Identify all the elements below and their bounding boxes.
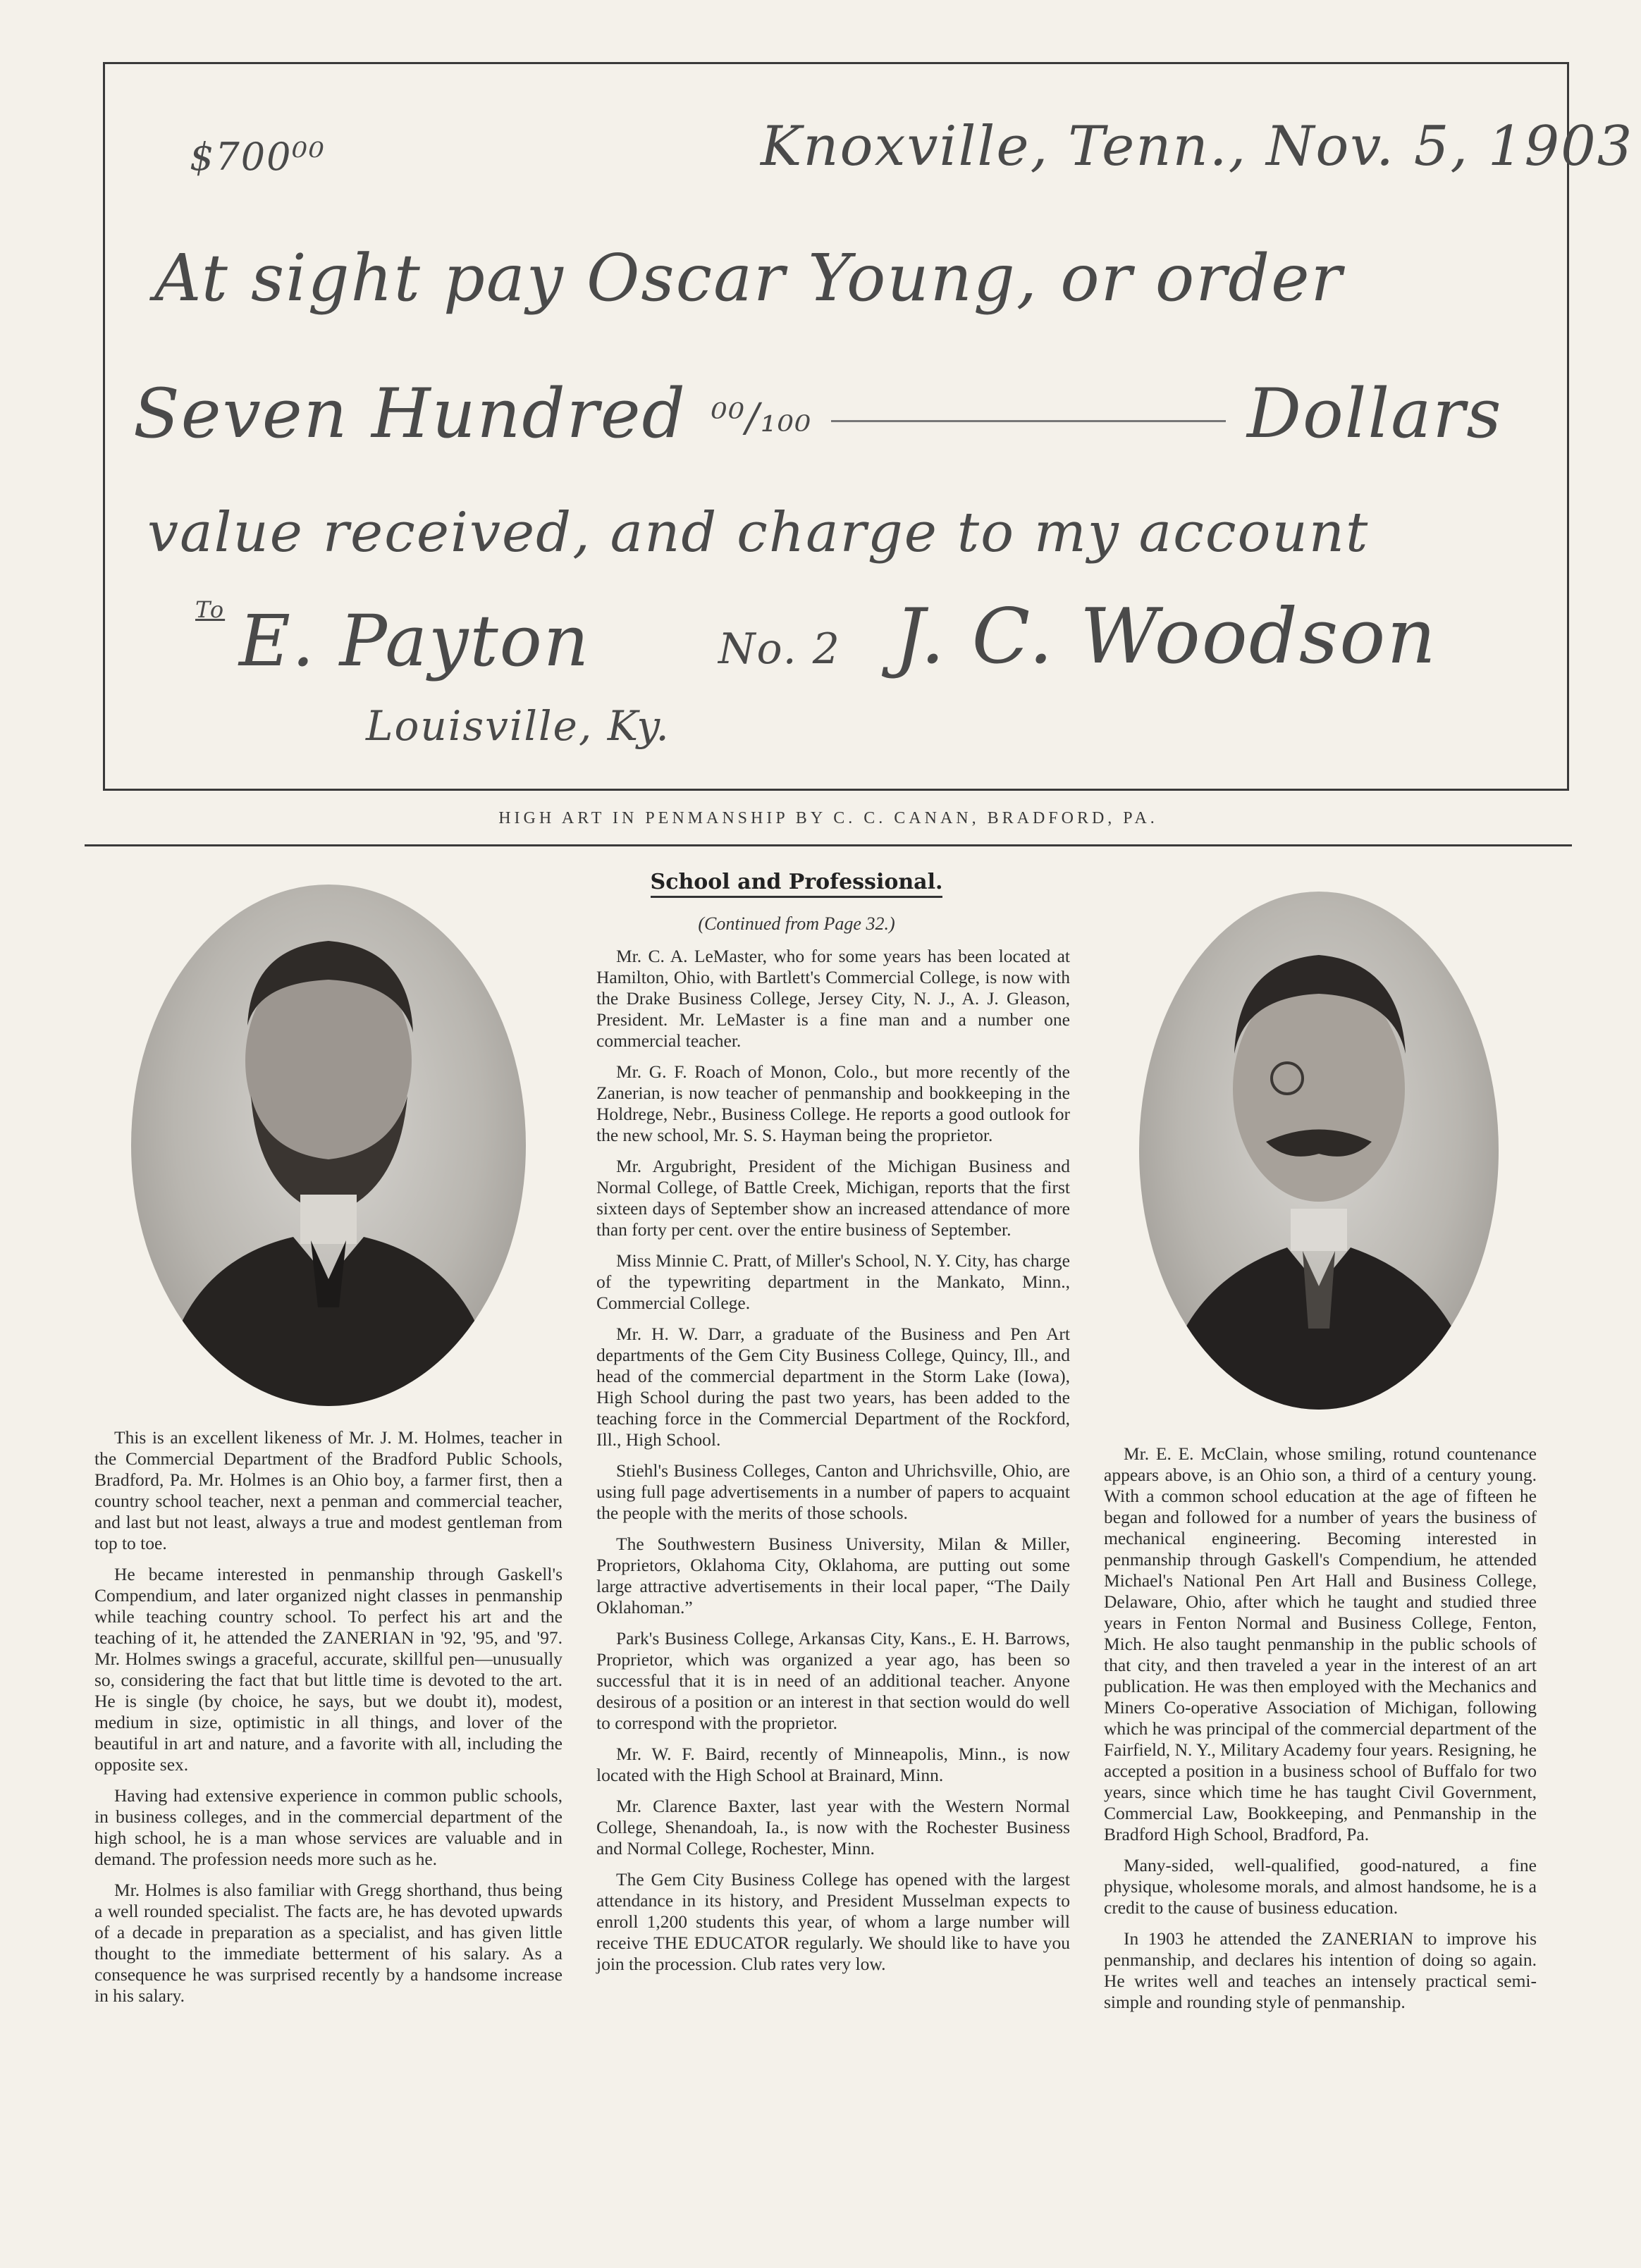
center-paragraph: The Southwestern Business University, Milan & Miller, Proprietors, Oklahoma City, Oklahoma, are putting out some large attractive advertisements in their local paper, “The Daily Oklahoman.” <box>596 1534 1070 1617</box>
penmanship-caption: HIGH ART IN PENMANSHIP BY C. C. CANAN, BRADFORD, PA. <box>498 809 1158 827</box>
draft-line-2-fraction: ⁰⁰/₁₀₀ <box>711 395 813 441</box>
draft-payee: E. Payton <box>239 600 591 682</box>
center-paragraph: Mr. G. F. Roach of Monon, Colo., but more recently of the Zanerian, is now teacher of penmanship and bookkeeping in the Holdrege, Nebr., Business College. He reports a good outlook for the new school, Mr. S. S. Hayman being the proprietor. <box>596 1061 1070 1145</box>
draft-to-label: To <box>195 596 226 623</box>
center-paragraph: Mr. Argubright, President of the Michigan Business and Normal College, of Battle Creek, Michigan, reports that the first sixteen days of September show an increased attendance of more than forty per cent. over the entire business of September. <box>596 1156 1070 1240</box>
draft-line-1: At sight pay Oscar Young, or order <box>154 240 1344 316</box>
center-paragraph: Stiehl's Business Colleges, Canton and Uhrichsville, Ohio, are using full page advertisements in a number of papers to acquaint the people with the merits of those schools. <box>596 1460 1070 1523</box>
center-paragraph: The Gem City Business College has opened with the largest attendance in its history, and President Musselman expects to enroll 1,200 students this year, of whom a large number will receive THE EDUCATOR regularly. We should like to have you join the procession. Club rates very low. <box>596 1869 1070 1974</box>
right-paragraph: Mr. E. E. McClain, whose smiling, rotund countenance appears above, is an Ohio son, a third of a century young. With a common school education at the age of fifteen he began and followed for a number of years the business of mechanical engineering. Becoming interested in penmanship through Gaskell's Compendium, he attended Michael's National Pen Art Hall and Business College, Delaware, Ohio, after which he taught and studied three years in Fenton Normal and Business College, Fenton, Mich. He also taught penmanship in the public schools of that city, and then traveled a year in the interest of an art publication. He was then employed with the Mechanics and Miners Co-operative Association of Michigan, following which he was principal of the commercial department of the Fairfield, N. Y., Military Academy four years. Resigning, he accepted a position in a business school of Buffalo for two years, since which time he has taught Civil Government, Commercial Law, Bookkeeping, and Penmanship in the Bradford High School, Bradford, Pa. <box>1104 1443 1537 1844</box>
center-paragraph: Mr. H. W. Darr, a graduate of the Business and Pen Art departments of the Gem City Business College, Quincy, Ill., and head of the commercial department in the Storm Lake (Iowa), High School during the past two years, has been added to the teaching force in the Commercial Department of the Rockford, Ill., High School. <box>596 1324 1070 1450</box>
draft-line-2-words: Seven Hundred <box>133 374 687 453</box>
left-paragraph: Mr. Holmes is also familiar with Gregg shorthand, thus being a well rounded specialist. The facts are, he has devoted upwards of a decade in preparation as a specialist, and has given little thought to the immediate betterment of his salary. As a consequence he was surprised recently by a handsome increase in his salary. <box>94 1880 563 2006</box>
portrait-holmes-illustration <box>131 885 526 1406</box>
center-paragraph: Park's Business College, Arkansas City, Kans., E. H. Barrows, Proprietor, which was organized a year ago, has been so successful that it is in need of an additional teacher. Anyone desirous of a position or an interest in that section would do well to correspond with the proprietor. <box>596 1628 1070 1733</box>
continued-note: (Continued from Page 32.) <box>698 913 895 934</box>
center-paragraph: Mr. C. A. LeMaster, who for some years has been located at Hamilton, Ohio, with Bartlett's Commercial College, is now with the Drake Business College, Jersey City, N. J., A. J. Gleason, President. Mr. LeMaster is a fine man and a number one commercial teacher. <box>596 946 1070 1051</box>
portrait-mcclain-illustration <box>1139 892 1499 1410</box>
left-paragraph: He became interested in penmanship through Gaskell's Compendium, and later organized night classes in penmanship while teaching country school. To perfect his art and the teaching of it, he attended the ZANERIAN in '92, '95, and '97. Mr. Holmes swings a graceful, accurate, skillful pen—unusually so, considering the fact that but little time is devoted to the art. He is single (by choice, he says, but we doubt it), modest, medium in size, optimistic in all things, and lover of the beautiful in art and nature, and a favorite with all, including the opposite sex. <box>94 1564 563 1775</box>
draft-payee-city: Louisville, Ky. <box>366 702 670 750</box>
draft-amount: $700⁰⁰ <box>190 135 326 179</box>
portrait-mcclain <box>1139 892 1499 1410</box>
draft-place-date: Knoxville, Tenn., Nov. 5, 1903 <box>761 115 1634 178</box>
draft-line-3: value received, and charge to my account <box>147 501 1370 565</box>
draft-line-2-flourish <box>831 420 1226 422</box>
left-paragraph: Having had extensive experience in common public schools, in business colleges, and in the commercial department of the high school, he is a man whose services are valuable and in demand. The profession needs more such as he. <box>94 1785 563 1869</box>
left-paragraph: This is an excellent likeness of Mr. J. M. Holmes, teacher in the Commercial Department of the Bradford Public Schools, Bradford, Pa. Mr. Holmes is an Ohio boy, a farmer first, then a country school teacher, next a penman and commercial teacher, and last but not least, always a true and modest gentleman from top to toe. <box>94 1427 563 1553</box>
right-paragraph: Many-sided, well-qualified, good-natured, a fine physique, wholesome morals, and almost handsome, he is a credit to the cause of business education. <box>1104 1855 1537 1918</box>
draft-number: No. 2 <box>718 624 841 674</box>
draft-signature: J. C. Woodson <box>895 593 1437 681</box>
center-paragraph: Miss Minnie C. Pratt, of Miller's School, N. Y. City, has charge of the typewriting department in the Mankato, Minn., Commercial College. <box>596 1250 1070 1313</box>
center-column <box>596 946 1070 1985</box>
section-divider <box>85 844 1572 846</box>
draft-line-2-dollars: Dollars <box>1247 374 1503 453</box>
bank-draft-specimen <box>103 62 1634 791</box>
right-column <box>1104 1443 1537 2023</box>
center-paragraph: Mr. Clarence Baxter, last year with the Western Normal College, Shenandoah, Ia., is now with the Rochester Business and Normal College, Rochester, Minn. <box>596 1796 1070 1859</box>
portrait-holmes <box>131 885 526 1406</box>
section-title: School and Professional. <box>599 870 994 894</box>
right-paragraph: In 1903 he attended the ZANERIAN to improve his penmanship, and declares his intention of doing so again. He writes well and teaches an intensely practical semi-simple and rounding style of penmanship. <box>1104 1928 1537 2012</box>
left-column <box>94 1427 563 2016</box>
center-paragraph: Mr. W. F. Baird, recently of Minneapolis, Minn., is now located with the High School at Brainard, Minn. <box>596 1744 1070 1785</box>
